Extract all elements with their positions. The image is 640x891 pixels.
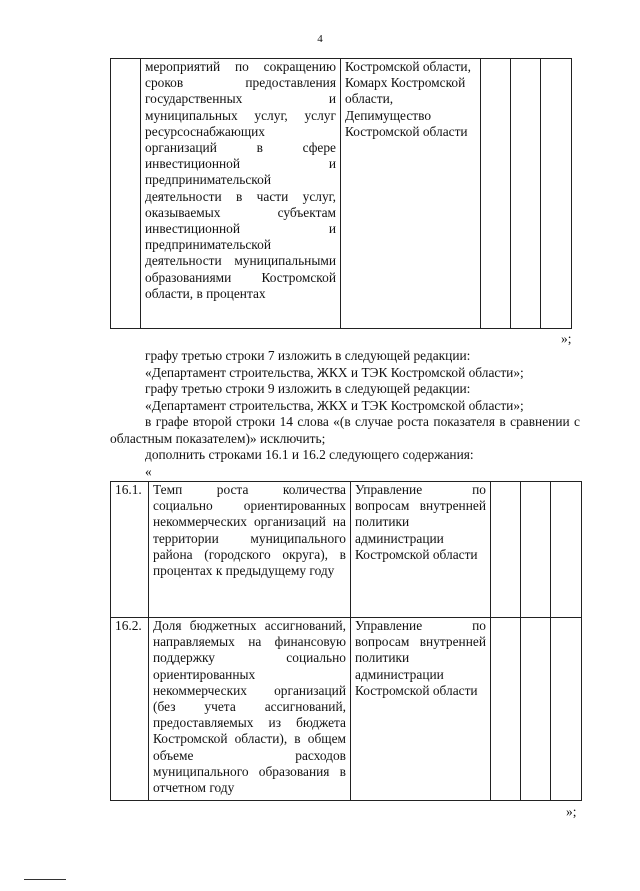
table-new-rows bbox=[110, 481, 582, 801]
cell-indicator-name: Доля бюджетных ассигнований, направляемых на финансовую поддержку социально ориентированных некоммерческих организаций (без учета ассигнований, предоставляемых из бюджета Костромской области), в общем объеме расходов муниципального образования в отчетном году bbox=[149, 618, 351, 801]
cell-indicator-name: мероприятий по сокращению сроков предоставления государственных и муниципальных услуг, услуг ресурсоснабжающих организаций в сфере инвестиционной и предпринимательской деятельности в части услуг, оказываемых субъектам инвестиционной и предпринимательской деятельности муниципальными образованиями Костромской области, в процентах bbox=[141, 59, 341, 329]
paragraph: в графе второй строки 14 слова «(в случае роста показателя в сравнении с областным показателем)» исключить; bbox=[110, 414, 580, 446]
cell-responsible: Управление по вопросам внутренней политики администрации Костромской области bbox=[351, 618, 491, 801]
cell-empty bbox=[551, 482, 582, 618]
amendment-text bbox=[110, 348, 580, 464]
footer-divider bbox=[24, 879, 66, 880]
paragraph: графу третью строки 7 изложить в следующей редакции: bbox=[145, 348, 471, 363]
table-row bbox=[111, 482, 582, 618]
cell-number: 16.2. bbox=[111, 618, 149, 801]
cell-empty bbox=[481, 59, 511, 329]
cell-number: 16.1. bbox=[111, 482, 149, 618]
cell-responsible: Костромской области, Комарх Костромской области, Депимущество Костромской области bbox=[341, 59, 481, 329]
table-closing-quote: »; bbox=[561, 331, 572, 346]
table-continuation bbox=[110, 58, 572, 329]
paragraph: дополнить строками 16.1 и 16.2 следующего содержания: bbox=[145, 447, 474, 462]
table-closing-quote: »; bbox=[566, 804, 577, 819]
cell-empty bbox=[491, 482, 521, 618]
cell-indicator-name: Темп роста количества социально ориентированных некоммерческих организаций на территории муниципального района (городского округа), в процентах к предыдущему году bbox=[149, 482, 351, 618]
quote-open: « bbox=[145, 464, 152, 479]
cell-empty bbox=[541, 59, 572, 329]
cell-responsible: Управление по вопросам внутренней политики администрации Костромской области bbox=[351, 482, 491, 618]
table-row bbox=[111, 618, 582, 801]
table-row bbox=[111, 59, 572, 329]
cell-empty bbox=[511, 59, 541, 329]
cell-empty bbox=[491, 618, 521, 801]
page-number: 4 bbox=[317, 33, 323, 45]
paragraph: графу третью строки 9 изложить в следующей редакции: bbox=[145, 381, 471, 396]
paragraph: «Департамент строительства, ЖКХ и ТЭК Костромской области»; bbox=[145, 364, 524, 380]
paragraph: «Департамент строительства, ЖКХ и ТЭК Костромской области»; bbox=[145, 397, 524, 413]
cell-empty bbox=[521, 482, 551, 618]
cell-empty bbox=[521, 618, 551, 801]
cell-number bbox=[111, 59, 141, 329]
cell-empty bbox=[551, 618, 582, 801]
